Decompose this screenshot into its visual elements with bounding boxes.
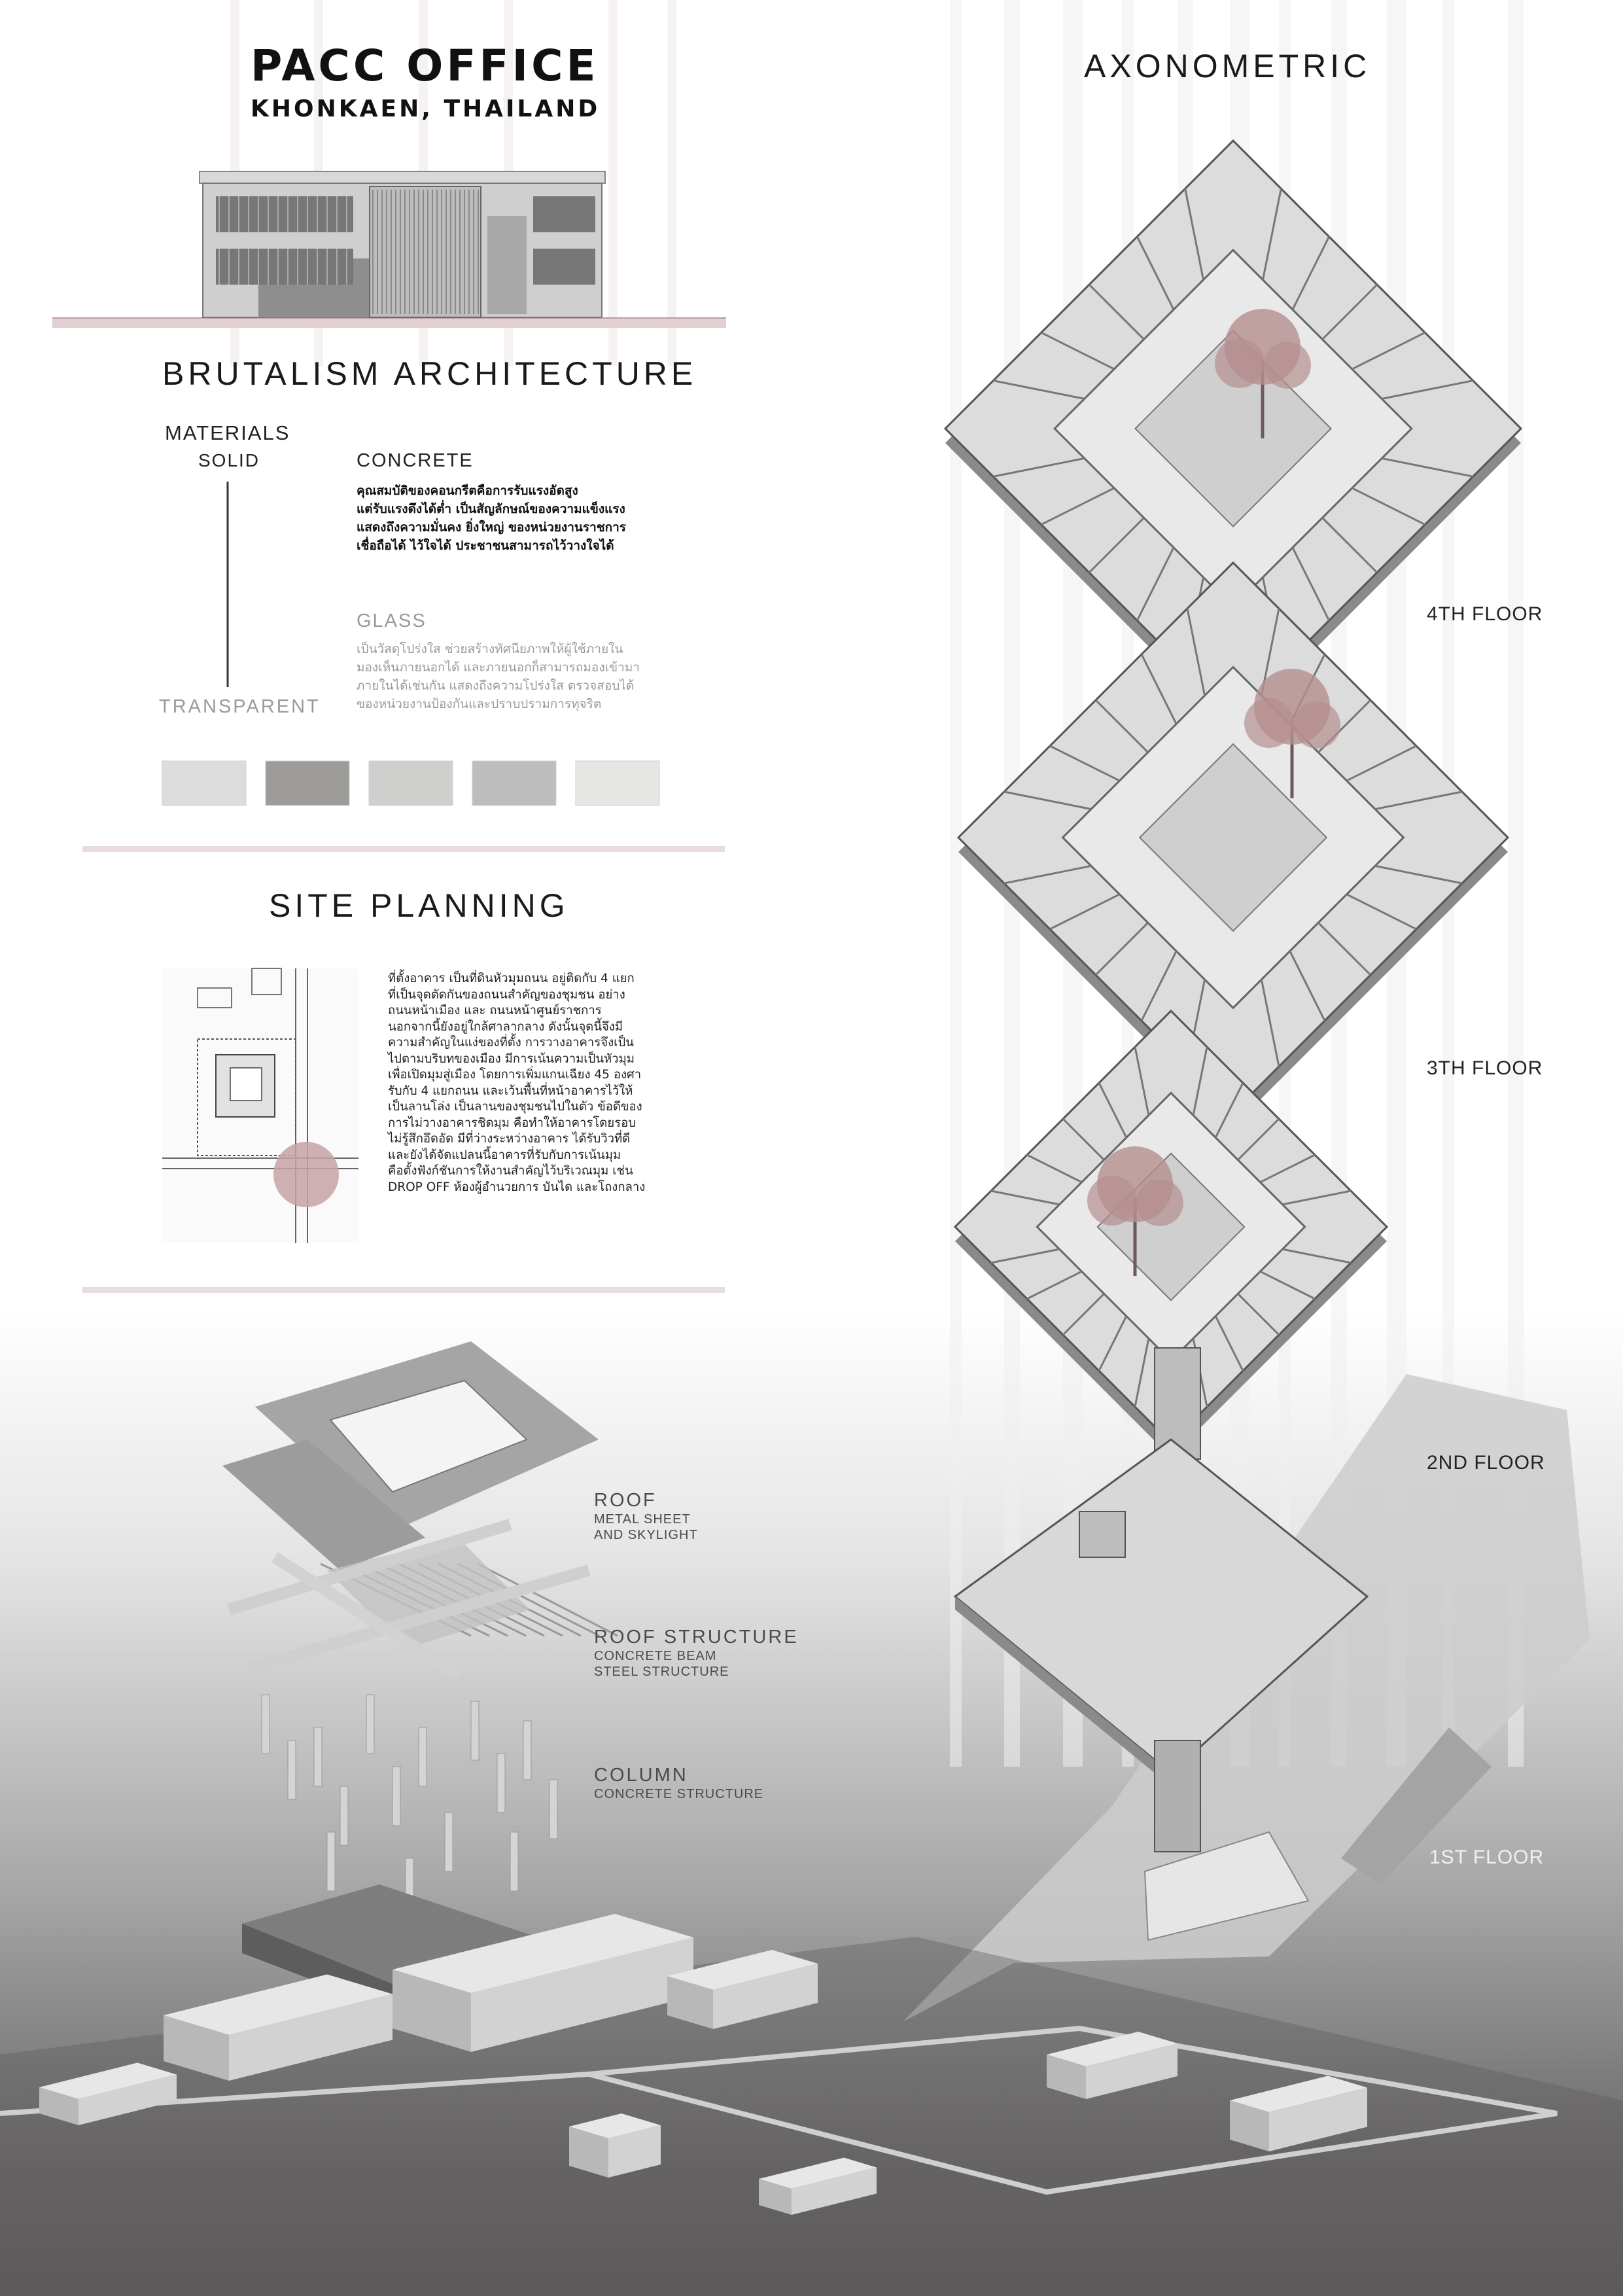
column — [497, 1754, 505, 1812]
column — [327, 1832, 335, 1891]
site-description: ที่ตั้งอาคาร เป็นที่ดินหัวมุมถนน อยู่ติดกับ 4 แยก ที่เป็นจุดตัดกันของถนนสำคัญของชุมชน อย่าง ถนนหน้าเมือง และ ถนนหน้าศูนย์ราชการ นอกจากนี้ยังอยู่ใกล้ศาลากลาง ดังนั้นจุดนี้จึงมี ความสำคัญในแง่ของที่ตั้ง การวางอาคารจึงเป็น ไปตามบริบทของเมือง มีการเน้นความเป็นหัวมุม เพื่อเปิดมุมสู่เมือง โดยการเพิ่มแกนเฉียง 45 องศา รับกับ 4 แยกถนน และเว้นพื้นที่หน้าอาคารไว้ให้ เป็นลานโล่ง เป็นลานของชุมชนไปในตัว ข้อดีของ การไม่วางอาคารชิดมุม คือทำให้อาคารโดยรอบ ไม่รู้สึกอึดอัด มีที่ว่างระหว่างอาคาร ได้รับวิวที่ดี และยังได้จัดแปลนนี้อาคารที่รับกับการเน้นมุม คือตั้งฟังก์ชันการให้งานสำคัญไว้บริเวณมุม เช่น DROP OFF ห้องผู้อำนวยการ บันได และโถงกลาง — [388, 972, 646, 1194]
courtyard — [230, 1068, 262, 1101]
tree-canopy — [1215, 338, 1265, 388]
transparent-label: TRANSPARENT — [159, 696, 321, 717]
ground-strip — [52, 317, 726, 328]
floor-label-4: 4TH FLOOR — [1427, 603, 1543, 625]
building-elevation — [52, 171, 726, 328]
column — [393, 1767, 400, 1826]
column — [510, 1832, 518, 1891]
glass-description: เป็นวัสดุโปร่งใส ช่วยสร้างทัศนียภาพให้ผู้ใช้ภายใน มองเห็นภายนอกได้ และภายนอกก็สามารถมองเข้ามา ภายในได้เช่นกัน แสดงถึงความโปร่งใส ตรวจสอบได้ ของหน่วยงานป้องกันและปราบปรามการทุจริต — [357, 642, 640, 711]
material-swatch — [162, 761, 246, 805]
column — [445, 1812, 453, 1871]
column — [340, 1786, 348, 1845]
brutalism-heading: BRUTALISM ARCHITECTURE — [162, 355, 697, 392]
material-swatches — [162, 761, 659, 805]
concrete-description: คุณสมบัติของคอนกรีตคือการรับแรงอัดสูง แต่รับแรงดึงได้ต่ำ เป็นสัญลักษณ์ของความแข็งแรง แสดงถึงความมั่นคง ยิ่งใหญ่ ของหน่วยงานราชการ เชื่อถือได้ ไว้ใจได้ ประชาชนสามารถไว้วางใจได้ — [357, 484, 627, 553]
window-band — [216, 196, 353, 232]
section-divider — [82, 846, 725, 852]
floor-label-2: 2ND FLOOR — [1427, 1452, 1545, 1474]
material-swatch — [369, 761, 453, 805]
roof-slab — [200, 171, 605, 183]
column — [523, 1721, 531, 1780]
glass-title: GLASS — [357, 610, 427, 631]
stair-core — [1155, 1740, 1200, 1852]
intersection-highlight — [273, 1142, 339, 1207]
window-band — [216, 249, 353, 285]
column — [471, 1701, 479, 1760]
axonometric-heading: AXONOMETRIC — [1084, 48, 1371, 84]
floor-label-1: 1ST FLOOR — [1429, 1846, 1544, 1868]
column — [314, 1727, 322, 1786]
light-strip — [608, 0, 618, 366]
page-subtitle: KHONKAEN, THAILAND — [251, 96, 601, 122]
tree-canopy — [1244, 698, 1294, 748]
tree-canopy — [1293, 701, 1340, 749]
tree-canopy — [1087, 1176, 1137, 1226]
floor-label-3: 3TH FLOOR — [1427, 1057, 1543, 1079]
material-swatch — [576, 761, 659, 805]
context-model — [0, 1914, 1623, 2296]
site-plan — [162, 968, 358, 1243]
column — [550, 1780, 557, 1839]
tree-canopy — [1136, 1179, 1183, 1226]
room-block — [1079, 1511, 1125, 1557]
site-heading: SITE PLANNING — [269, 887, 569, 924]
column — [288, 1740, 296, 1799]
window-band — [533, 249, 595, 285]
light-strip — [950, 0, 962, 1767]
side-block — [487, 216, 527, 314]
stair-core — [1155, 1348, 1200, 1459]
concrete-title: CONCRETE — [357, 450, 474, 471]
section-divider — [82, 1287, 725, 1293]
roof-structure-label: ROOF STRUCTURE CONCRETE BEAM STEEL STRUCTURE — [594, 1627, 799, 1679]
light-strip — [667, 0, 676, 366]
materials-label: MATERIALS — [165, 421, 290, 444]
column-label: COLUMN CONCRETE STRUCTURE — [594, 1765, 764, 1801]
page-title: PACC OFFICE — [251, 41, 599, 91]
roof-label: ROOF METAL SHEET AND SKYLIGHT — [594, 1490, 698, 1542]
material-swatch — [472, 761, 556, 805]
column — [419, 1727, 427, 1786]
exploded-axonometric — [222, 1341, 618, 2015]
solid-label: SOLID — [198, 450, 260, 470]
column — [366, 1695, 374, 1754]
material-swatch — [266, 761, 349, 805]
window-band — [533, 196, 595, 232]
tree-canopy — [1264, 342, 1311, 389]
column — [262, 1695, 270, 1754]
